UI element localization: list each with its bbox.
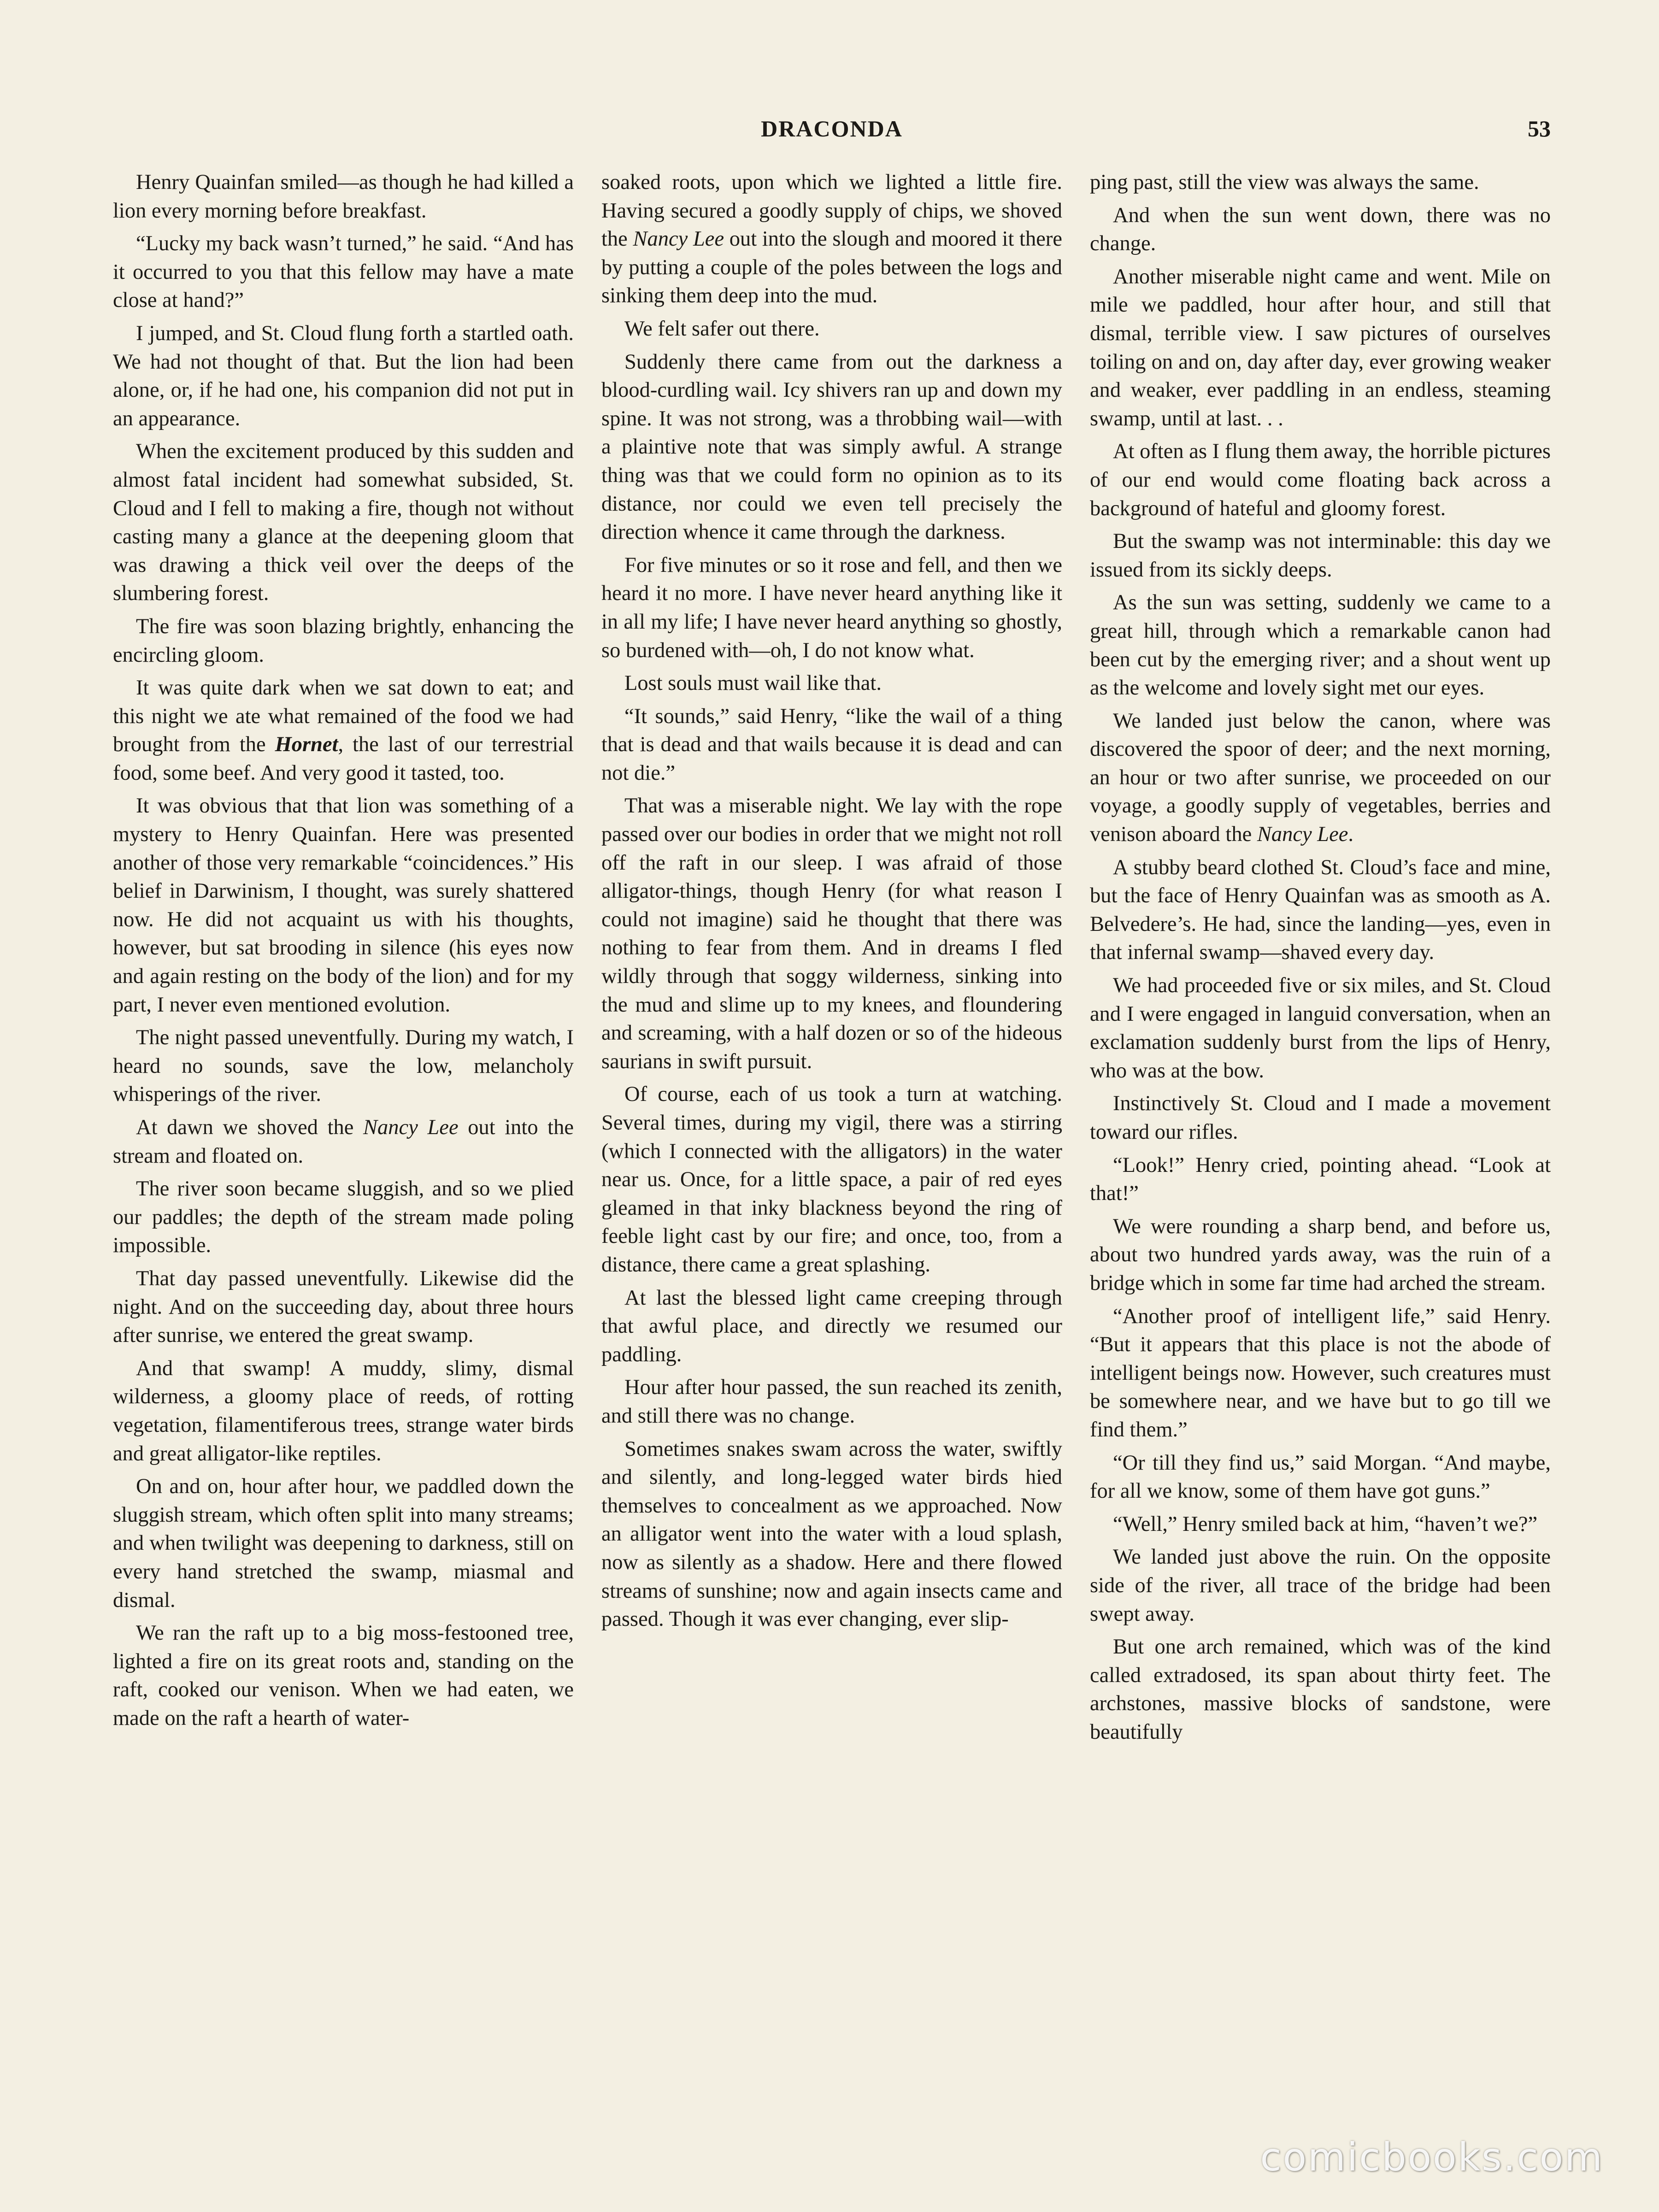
paragraph: Hour after hour passed, the sun reached its zenith, and still there was no change. (601, 1376, 1062, 1428)
paragraph: At often as I flung them away, the horrible pictures of our end would come floating back across a background of hateful and gloomy forest. (1090, 440, 1551, 520)
paragraph: A stubby beard clothed St. Cloud’s face and mine, but the face of Henry Quainfan was as smooth as A. Belvedere’s. He had, since the landing—yes, even in that infernal swamp—shaved every day. (1090, 855, 1551, 965)
paragraph: We had proceeded five or six miles, and St. Cloud and I were engaged in languid conversation, when an exclamation suddenly burst from the lips of Henry, who was at the bow. (1090, 974, 1551, 1082)
paragraph: “Well,” Henry smiled back at him, “haven’t we?” (1113, 1512, 1538, 1536)
paragraph: We ran the raft up to a big moss-festooned tree, lighted a fire on its great roots and, standing on the raft, cooked our venison. When we had eaten, we made on the raft a hearth of water- (113, 1621, 574, 1730)
paragraph: “Look!” Henry cried, pointing ahead. “Look at that!” (1090, 1153, 1551, 1206)
paragraph: As the sun was setting, suddenly we came to a great hill, through which a remarkable canon had been cut by the emerging river; and a shout went up as the welcome and lovely sight met our eyes. (1090, 591, 1551, 700)
paragraph: soaked roots, upon which we lighted a little fire. Having secured a goodly supply of chips, we shoved the Nancy Lee out into the slough and moored it there by putting a couple of the poles between the logs and sinking them deep into the mud. (601, 171, 1062, 308)
paragraph: It was obvious that that lion was something of a mystery to Henry Quainfan. Here was presented another of those very remarkable “coincidences.” His belief in Darwinism, I thought, was surely shattered now. He did not acquaint us with his thoughts, however, but sat brooding in silence (his eyes now and again resting on the body of the lion) and for my part, I never even mentioned evolution. (113, 794, 574, 1017)
paragraph: “Lucky my back wasn’t turned,” he said. “And has it occurred to you that this fellow may have a mate close at hand?” (113, 232, 574, 312)
paragraph: At dawn we shoved the Nancy Lee out into the stream and floated on. (113, 1116, 574, 1168)
paragraph: That was a miserable night. We lay with the rope passed over our bodies in order that we might not roll off the raft in our sleep. I was afraid of those alligator-things, though Henry (for what reason I could not imagine) said he thought that there was nothing to fear from them. And in dreams I fled wildly through that soggy wilderness, sinking into the mud and slime up to my knees, and floundering and screaming, with a half dozen or so of the hideous saurians in swift pursuit. (601, 794, 1062, 1073)
paragraph: When the excitement produced by this sudden and almost fatal incident had somewhat subsided, St. Cloud and I fell to making a fire, though not without casting many a glance at the deepening gloom that was drawing a thick veil over the deeps of the slumbering forest. (113, 440, 574, 606)
text-column-2 (601, 168, 1062, 2099)
paragraph: And that swamp! A muddy, slimy, dismal wilderness, a gloomy place of reeds, of rotting vegetation, filamentiferous trees, strange water birds and great alligator-like reptiles. (113, 1356, 574, 1465)
paragraph: Lost souls must wail like that. (624, 671, 882, 695)
running-title: DRACONDA (761, 116, 903, 141)
paragraph: And when the sun went down, there was no change. (1090, 203, 1551, 256)
paragraph: We were rounding a sharp bend, and before us, about two hundred yards away, was the ruin of a bridge which in some far time had arched the stream. (1090, 1214, 1551, 1295)
site-watermark: comicbooks.com (1260, 2135, 1604, 2180)
paragraph: I jumped, and St. Cloud flung forth a startled oath. We had not thought of that. But the lion had been alone, or, if he had one, his companion did not put in an appearance. (113, 321, 574, 430)
paragraph: The night passed uneventfully. During my watch, I heard no sounds, save the low, melancholy whisperings of the river. (113, 1026, 574, 1106)
paragraph: Suddenly there came from out the darkness a blood-curdling wail. Icy shivers ran up and down my spine. It was not strong, was a throbbing wail—with a plaintive note that was simply awful. A strange thing was that we could form no opinion as to its distance, nor could we even tell precisely the direction whence it came through the darkness. (601, 350, 1062, 544)
paragraph: At last the blessed light came creeping through that awful place, and directly we resumed our paddling. (601, 1286, 1062, 1366)
text-columns (113, 168, 1551, 2099)
paragraph: On and on, hour after hour, we paddled down the sluggish stream, which often split into many streams; and when twilight was deepening to darkness, still on every hand stretched the swamp, miasmal and dismal. (113, 1475, 574, 1612)
paragraph: That day passed uneventfully. Likewise did the night. And on the succeeding day, about three hours after sunrise, we entered the great swamp. (113, 1266, 574, 1347)
paragraph: But one arch remained, which was of the kind called extradosed, its span about thirty feet. The archstones, massive blocks of sandstone, were beautifully (1090, 1635, 1551, 1744)
paragraph: “Or till they find us,” said Morgan. “And maybe, for all we know, some of them have got guns.” (1090, 1451, 1551, 1503)
text-column-3 (1090, 168, 1551, 2099)
page-number: 53 (1528, 116, 1551, 141)
paragraph: Another miserable night came and went. Mile on mile we paddled, hour after hour, and still that dismal, terrible view. I saw pictures of ourselves toiling on and on, day after day, ever growing weaker and weaker, ever paddling in an endless, steaming swamp, until at last. . . (1090, 265, 1551, 430)
paragraph: It was quite dark when we sat down to eat; and this night we ate what remained of the food we had brought from the Hornet, the last of our terrestrial food, some beef. And very good it tasted, too. (113, 676, 574, 785)
paragraph: ping past, still the view was always the same. (1090, 171, 1479, 194)
paragraph: But the swamp was not interminable: this day we issued from its sickly deeps. (1090, 529, 1551, 582)
paragraph: We landed just above the ruin. On the opposite side of the river, all trace of the bridge had been swept away. (1090, 1545, 1551, 1626)
text-column-1 (113, 168, 574, 2099)
paragraph: The fire was soon blazing brightly, enhancing the encircling gloom. (113, 614, 574, 667)
paragraph: “It sounds,” said Henry, “like the wail of a thing that is dead and that wails because it is dead and can not die.” (601, 704, 1062, 785)
paragraph: Sometimes snakes swam across the water, swiftly and silently, and long-legged water birds hied themselves to concealment as we approached. Now an alligator went into the water with a loud splash, now as silently as a shadow. Here and there flowed streams of sunshine; now and again insects came and passed. Though it was ever changing, ever slip- (601, 1437, 1062, 1631)
paragraph: “Another proof of intelligent life,” said Henry. “But it appears that this place is not the abode of intelligent beings now. However, such creatures must be somewhere near, and we have but to go till we find them.” (1090, 1304, 1551, 1441)
paragraph: Henry Quainfan smiled—as though he had killed a lion every morning before breakfast. (113, 171, 574, 223)
paragraph: Instinctively St. Cloud and I made a movement toward our rifles. (1090, 1092, 1551, 1144)
paragraph: We landed just below the canon, where was discovered the spoor of deer; and the next morning, an hour or two after sunrise, we proceeded on our voyage, a goodly supply of vegetables, berries and venison aboard the Nancy Lee. (1090, 709, 1551, 847)
paragraph: For five minutes or so it rose and fell, and then we heard it no more. I have never heard anything like it in all my life; I have never heard anything so ghostly, so burdened with—oh, I do not know what. (601, 553, 1062, 662)
paragraph: Of course, each of us took a turn at watching. Several times, during my vigil, there was a stirring (which I connected with the alligators) in the water near us. Once, for a little space, a pair of red eyes gleamed in that inky blackness beyond the ring of feeble light cast by our fire; and once, too, from a distance, there came a great splashing. (601, 1082, 1062, 1277)
paragraph: The river soon became sluggish, and so we plied our paddles; the depth of the stream made poling impossible. (113, 1177, 574, 1258)
page-header (113, 115, 1551, 152)
paragraph: We felt safer out there. (624, 317, 820, 341)
